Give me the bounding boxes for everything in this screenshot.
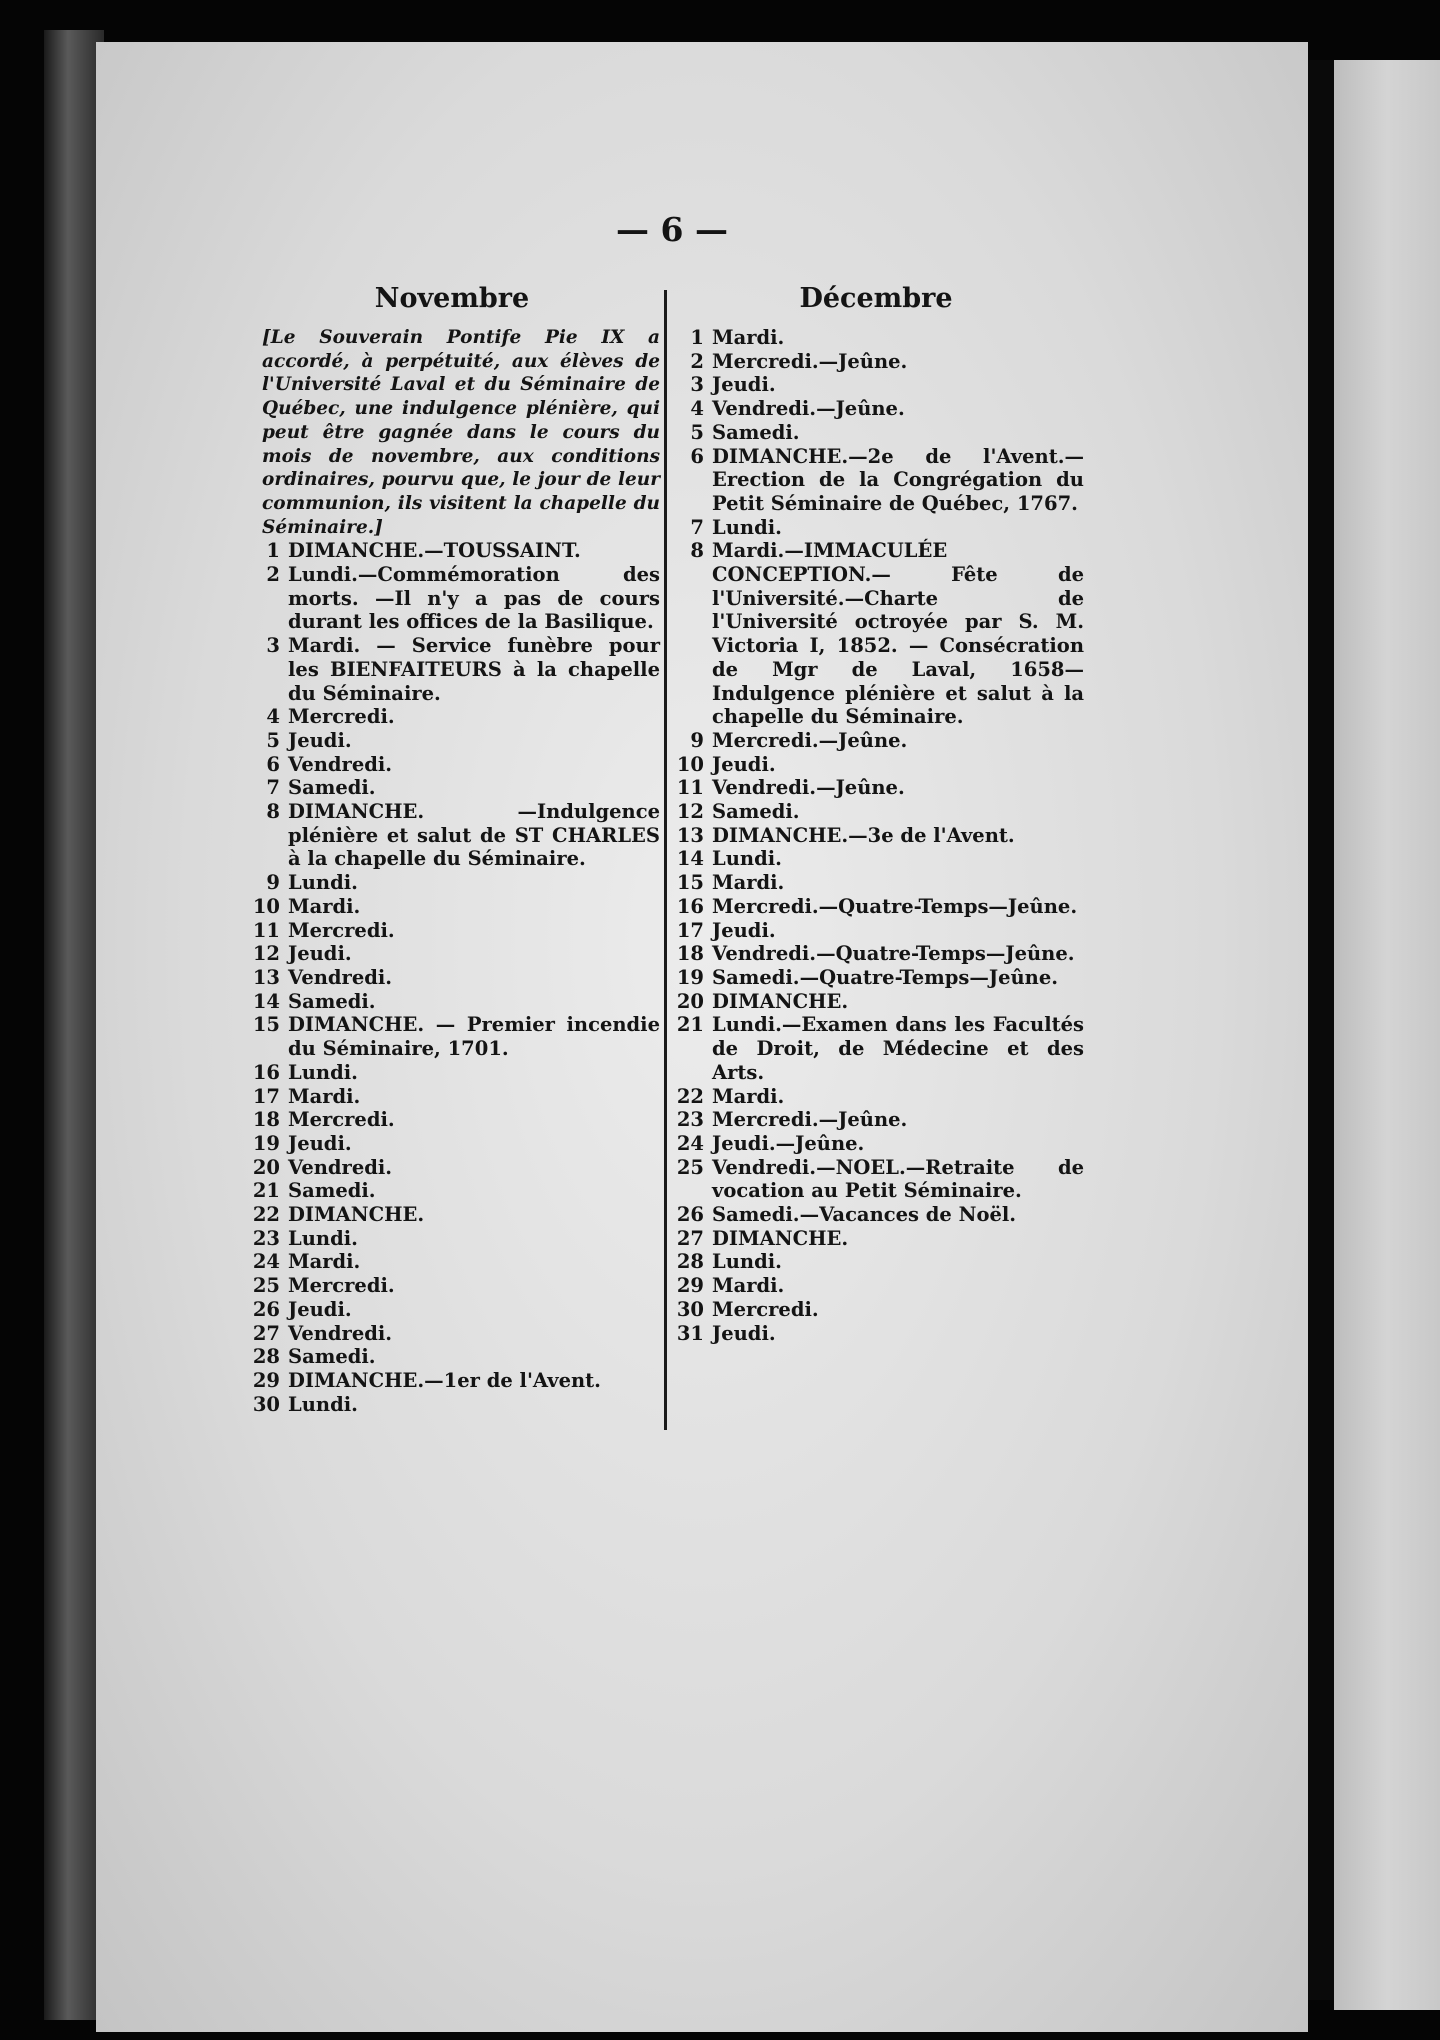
entry-day: 10 (676, 752, 704, 776)
entry-text: Mardi. (712, 871, 785, 895)
calendar-entry (668, 895, 1084, 919)
entry-text: Vendredi. (288, 752, 393, 776)
calendar-entry (244, 753, 660, 777)
entry-day: 1 (266, 539, 280, 563)
entry-day: 17 (676, 918, 704, 942)
entry-day: 2 (266, 563, 280, 587)
entry-text: Lundi. (712, 1250, 782, 1274)
calendar-entry (668, 800, 1084, 824)
calendar-entry (244, 919, 660, 943)
entry-text: Mercredi.—Jeûne. (712, 349, 908, 373)
page-number: — 6 — (616, 210, 728, 249)
entry-day: 29 (252, 1368, 280, 1392)
entry-day: 25 (252, 1274, 280, 1298)
entry-text: Mardi. (288, 1250, 361, 1274)
entry-text: Mercredi. (712, 1297, 819, 1321)
entry-day: 15 (252, 1013, 280, 1037)
december-column (668, 280, 1084, 1345)
entry-day: 28 (252, 1345, 280, 1369)
calendar-entry (244, 1203, 660, 1227)
entry-day: 9 (690, 728, 704, 752)
calendar-entry (244, 1179, 660, 1203)
calendar-entry (244, 634, 660, 705)
book-spine (1308, 60, 1334, 2000)
calendar-entry (244, 1132, 660, 1156)
entry-text: Mardi. (288, 894, 361, 918)
entry-text: Mercredi.—Jeûne. (712, 728, 908, 752)
entry-text: Mercredi. (288, 705, 395, 729)
entry-day: 16 (252, 1060, 280, 1084)
entry-text: Vendredi.—Jeûne. (712, 397, 905, 421)
entry-text: Vendredi.—Quatre-Temps—Jeûne. (712, 942, 1075, 966)
entry-text: Samedi.—Vacances de Noël. (712, 1203, 1017, 1227)
entry-day: 10 (252, 894, 280, 918)
entry-text: Mardi. (712, 1084, 785, 1108)
december-entries (668, 326, 1084, 1345)
entry-text: Jeudi.—Jeûne. (712, 1131, 865, 1155)
november-title: Novembre (374, 283, 530, 314)
entry-day: 7 (690, 515, 704, 539)
entry-text: Mercredi. (288, 1108, 395, 1132)
entry-text: Mercredi. (288, 918, 395, 942)
calendar-entry (244, 1393, 660, 1417)
calendar-entry (668, 373, 1084, 397)
adjacent-page-edge (1334, 60, 1440, 2010)
entry-text: Samedi. (712, 420, 800, 444)
november-intro: [Le Souverain Pontife Pie IX a accordé, à perpétuité, aux élèves de l'Université Laval et du Séminaire de Québec, une indulgence plénière, qui peut être gagnée dans le cours du mois de novembre, aux conditions ordinaires, pourvu que, le jour de leur communion, ils visitent la chapelle du Séminaire.] (262, 327, 660, 538)
entry-day: 20 (676, 989, 704, 1013)
entry-day: 21 (676, 1013, 704, 1037)
column-divider (664, 290, 667, 1430)
entry-text: Mercredi.—Jeûne. (712, 1108, 908, 1132)
entry-text: DIMANCHE. — Premier incendie du Séminaire, 1701. (288, 1013, 660, 1061)
calendar-entry (244, 539, 660, 563)
calendar-entry (244, 800, 660, 871)
entry-text: Mercredi. (288, 1274, 395, 1298)
entry-day: 22 (676, 1084, 704, 1108)
calendar-entry (244, 1369, 660, 1393)
entry-text: Lundi. (288, 871, 358, 895)
entry-day: 31 (676, 1321, 704, 1345)
entry-day: 3 (690, 373, 704, 397)
calendar-entry (244, 1013, 660, 1060)
entry-day: 7 (266, 776, 280, 800)
calendar-entry (668, 729, 1084, 753)
november-column (244, 280, 660, 1416)
entry-text: Lundi. (712, 515, 782, 539)
entry-day: 25 (676, 1155, 704, 1179)
entry-text: Samedi. (288, 1179, 376, 1203)
entry-day: 23 (252, 1226, 280, 1250)
entry-text: DIMANCHE.—2e de l'Avent.— Erection de la Congrégation du Petit Séminaire de Québec, 1767. (712, 444, 1084, 515)
entry-text: Jeudi. (288, 1131, 352, 1155)
entry-text: DIMANCHE. —Indulgence plénière et salut de ST CHARLES à la chapelle du Séminaire. (288, 800, 660, 871)
book-edge-left (44, 30, 104, 2020)
calendar-entry (668, 1274, 1084, 1298)
entry-text: Mardi. (288, 1084, 361, 1108)
entry-text: Jeudi. (712, 918, 776, 942)
calendar-entry (668, 990, 1084, 1014)
entry-day: 13 (676, 823, 704, 847)
entry-day: 1 (690, 326, 704, 349)
calendar-entry (668, 871, 1084, 895)
entry-day: 6 (266, 752, 280, 776)
entry-day: 27 (676, 1226, 704, 1250)
calendar-entry (244, 1227, 660, 1251)
calendar-entry (244, 990, 660, 1014)
calendar-entry (244, 1156, 660, 1180)
calendar-entry (244, 871, 660, 895)
entry-day: 17 (252, 1084, 280, 1108)
calendar-entry (668, 824, 1084, 848)
calendar-entry (668, 1322, 1084, 1346)
entry-text: Samedi. (288, 989, 376, 1013)
entry-day: 13 (252, 965, 280, 989)
calendar-entry (668, 1013, 1084, 1084)
entry-day: 21 (252, 1179, 280, 1203)
entry-text: Samedi. (288, 1345, 376, 1369)
entry-day: 11 (252, 918, 280, 942)
entry-day: 12 (252, 942, 280, 966)
entry-day: 8 (690, 539, 704, 563)
calendar-entry (244, 1250, 660, 1274)
calendar-entry (668, 776, 1084, 800)
calendar-entry (244, 1298, 660, 1322)
calendar-entry (244, 1345, 660, 1369)
calendar-entry (668, 1132, 1084, 1156)
entry-day: 26 (676, 1203, 704, 1227)
entry-text: Vendredi.—Jeûne. (712, 776, 905, 800)
entry-text: DIMANCHE. (288, 1203, 425, 1227)
entry-day: 30 (252, 1392, 280, 1416)
calendar-entry (668, 350, 1084, 374)
calendar-entry (244, 776, 660, 800)
calendar-entry (668, 942, 1084, 966)
entry-day: 4 (266, 705, 280, 729)
calendar-entry (244, 895, 660, 919)
entry-day: 8 (266, 800, 280, 824)
entry-text: Lundi. (288, 1060, 358, 1084)
calendar-entry (668, 1108, 1084, 1132)
entry-text: Mardi. (712, 1274, 785, 1298)
entry-day: 9 (266, 871, 280, 895)
entry-day: 11 (676, 776, 704, 800)
entry-text: DIMANCHE. (712, 989, 849, 1013)
entry-text: Samedi. (288, 776, 376, 800)
calendar-entry (668, 1250, 1084, 1274)
calendar-entry (668, 421, 1084, 445)
calendar-entry (668, 1227, 1084, 1251)
entry-day: 27 (252, 1321, 280, 1345)
entry-day: 2 (690, 349, 704, 373)
entry-day: 23 (676, 1108, 704, 1132)
entry-day: 18 (252, 1108, 280, 1132)
calendar-entry (244, 1061, 660, 1085)
entry-text: DIMANCHE. (712, 1226, 849, 1250)
calendar-entry (668, 516, 1084, 540)
entry-day: 19 (676, 965, 704, 989)
calendar-entry (668, 539, 1084, 729)
entry-text: Vendredi.—NOEL.—Retraite de vocation au Petit Séminaire. (712, 1155, 1084, 1203)
calendar-entry (244, 563, 660, 634)
entry-day: 12 (676, 800, 704, 824)
calendar-entry (668, 326, 1084, 350)
entry-text: Lundi. (288, 1392, 358, 1416)
entry-text: Samedi. (712, 800, 800, 824)
entry-day: 19 (252, 1131, 280, 1155)
entry-text: Mardi. (712, 326, 785, 349)
entry-text: Lundi.—Commémoration des morts. —Il n'y a pas de cours durant les offices de la Basilique. (288, 563, 660, 634)
november-entries (244, 539, 660, 1416)
entry-text: Mardi.—IMMACULÉE CONCEPTION.— Fête de l'Université.—Charte de l'Université octroyée par S. M. Victoria I, 1852. — Consécration de Mgr de Laval, 1658—Indulgence plénière et salut à la chapelle du Séminaire. (712, 539, 1084, 729)
entry-text: Mardi. — Service funèbre pour les BIENFAITEURS à la chapelle du Séminaire. (288, 634, 660, 705)
calendar-entry (668, 397, 1084, 421)
entry-text: Vendredi. (288, 965, 393, 989)
calendar-entry (668, 753, 1084, 777)
entry-text: Lundi. (712, 847, 782, 871)
entry-text: Jeudi. (712, 1321, 776, 1345)
entry-text: DIMANCHE.—1er de l'Avent. (288, 1368, 601, 1392)
entry-day: 3 (266, 634, 280, 658)
calendar-entry (668, 1298, 1084, 1322)
calendar-entry (244, 1274, 660, 1298)
entry-text: Jeudi. (288, 728, 352, 752)
entry-day: 30 (676, 1297, 704, 1321)
december-title: Décembre (799, 283, 953, 314)
entry-text: Jeudi. (288, 942, 352, 966)
calendar-entry (668, 1085, 1084, 1109)
entry-day: 6 (690, 444, 704, 468)
entry-day: 14 (676, 847, 704, 871)
entry-day: 5 (266, 728, 280, 752)
entry-text: Jeudi. (712, 373, 776, 397)
entry-text: Samedi.—Quatre-Temps—Jeûne. (712, 965, 1059, 989)
calendar-entry (244, 1085, 660, 1109)
entry-text: DIMANCHE.—TOUSSAINT. (288, 539, 581, 563)
entry-day: 26 (252, 1297, 280, 1321)
calendar-entry (668, 966, 1084, 990)
calendar-entry (244, 966, 660, 990)
entry-day: 16 (676, 894, 704, 918)
entry-day: 15 (676, 871, 704, 895)
calendar-entry (668, 445, 1084, 516)
entry-day: 28 (676, 1250, 704, 1274)
calendar-entry (244, 942, 660, 966)
entry-text: Vendredi. (288, 1321, 393, 1345)
entry-day: 24 (252, 1250, 280, 1274)
calendar-entry (668, 919, 1084, 943)
entry-text: Mercredi.—Quatre-Temps—Jeûne. (712, 894, 1078, 918)
calendar-entry (244, 729, 660, 753)
entry-day: 5 (690, 420, 704, 444)
entry-day: 20 (252, 1155, 280, 1179)
calendar-entry (668, 1156, 1084, 1203)
entry-text: Lundi.—Examen dans les Facultés de Droit, de Médecine et des Arts. (712, 1013, 1084, 1084)
entry-text: Jeudi. (288, 1297, 352, 1321)
calendar-entry (668, 1203, 1084, 1227)
entry-text: Lundi. (288, 1226, 358, 1250)
calendar-entry (244, 1108, 660, 1132)
calendar-entry (668, 847, 1084, 871)
entry-day: 24 (676, 1131, 704, 1155)
entry-text: DIMANCHE.—3e de l'Avent. (712, 823, 1015, 847)
entry-day: 18 (676, 942, 704, 966)
entry-day: 29 (676, 1274, 704, 1298)
entry-day: 4 (690, 397, 704, 421)
entry-day: 22 (252, 1203, 280, 1227)
entry-text: Vendredi. (288, 1155, 393, 1179)
calendar-entry (244, 1322, 660, 1346)
entry-day: 14 (252, 989, 280, 1013)
entry-text: Jeudi. (712, 752, 776, 776)
calendar-entry (244, 705, 660, 729)
